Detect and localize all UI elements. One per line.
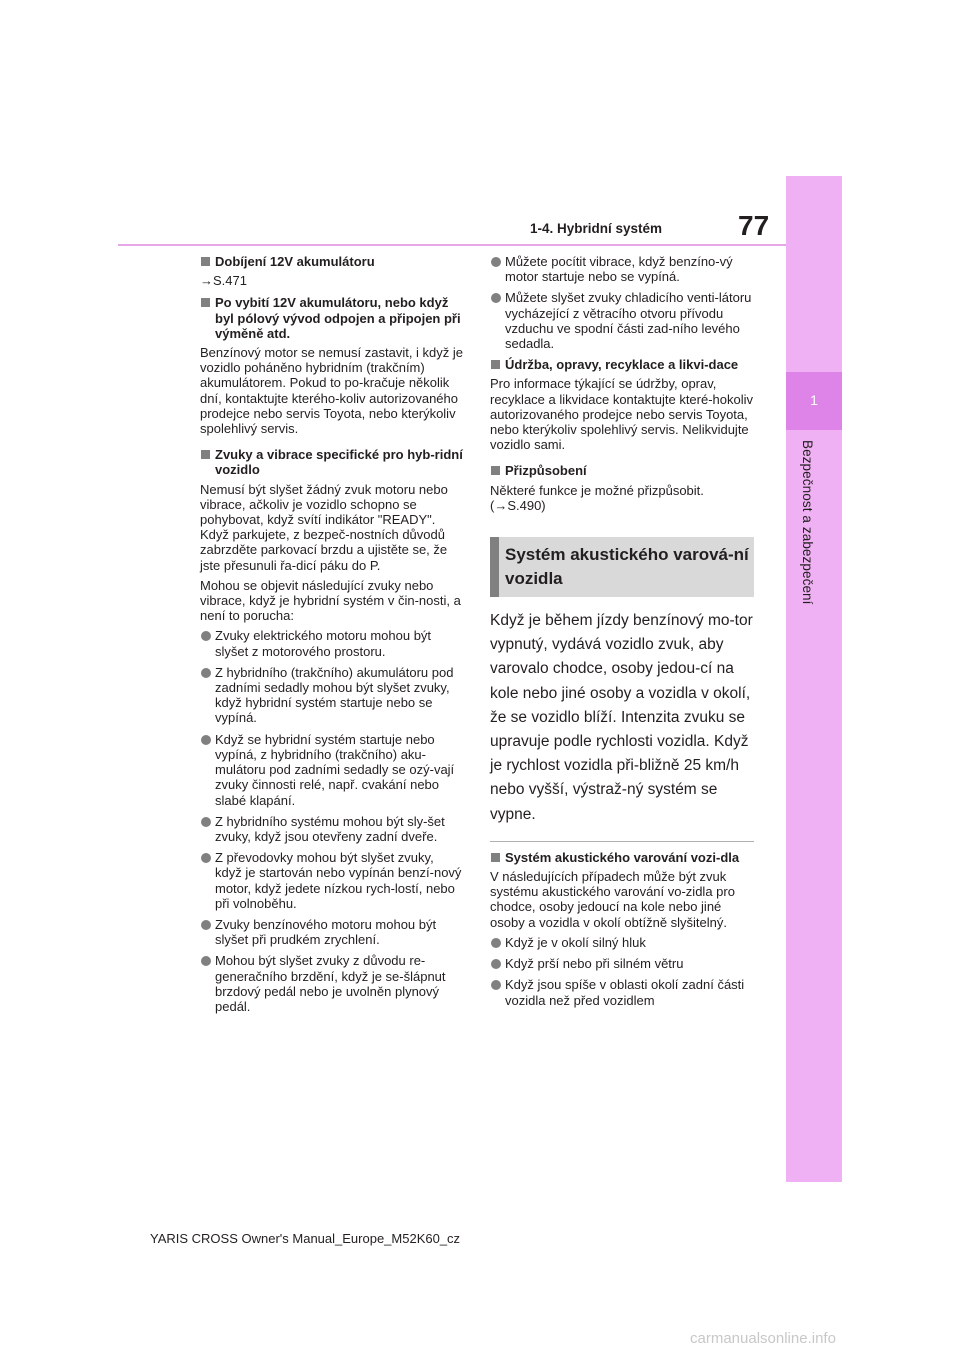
footer-text: YARIS CROSS Owner's Manual_Europe_M52K60_cz <box>150 1231 461 1246</box>
list-item: Když prší nebo při silném větru <box>490 956 754 971</box>
list-item: Zvuky elektrického motoru mohou být slyšet z motorového prostoru. <box>200 628 464 658</box>
round-bullet-icon <box>491 293 501 303</box>
watermark: carmanualsonline.info <box>690 1330 836 1347</box>
list-item: Zvuky benzínového motoru mohou být slyšet při prudkém zrychlení. <box>200 917 464 947</box>
divider <box>490 841 754 842</box>
heading-warning-system: Systém akustického varování vozi-dla <box>490 850 754 865</box>
intro-paragraph: Když je během jízdy benzínový mo-tor vypnutý, vydává vozidlo zvuk, aby varovalo chodce, osoby jedou-cí na kole nebo jiné osoby a vozidla v okolí, že se vozidlo blíží. Intenzita zvuku se upravuje podle rychlosti vozidla. Když je rychlost vozidla při-bližně 25 km/h nebo vyšší, výstraž-ný systém se vypne. <box>490 612 753 823</box>
round-bullet-icon <box>201 817 211 827</box>
paragraph: Mohou se objevit následující zvuky nebo vibrace, když je hybridní systém v čin-nosti, a není to porucha: <box>200 577 461 624</box>
page-number: 77 <box>738 210 770 241</box>
square-bullet-icon <box>201 298 210 307</box>
heading-maintenance: Údržba, opravy, recyklace a likvi-dace <box>490 357 754 372</box>
round-bullet-icon <box>491 980 501 990</box>
page-reference: →S.471 <box>200 273 247 289</box>
square-bullet-icon <box>201 257 210 266</box>
paragraph: V následujících případech může být zvuk systému akustického varování vo-zidla pro chodce, osoby jedoucí na kole nebo jiné osoby a vozidla v okolí obtížně slyšitelný. <box>490 869 735 930</box>
round-bullet-icon <box>201 631 211 641</box>
list-item: Z hybridního (trakčního) akumulátoru pod zadními sedadly mohou být slyšet zvuky, když hybridní systém startuje nebo se vypíná. <box>200 665 464 726</box>
heading-12v-charging: Dobíjení 12V akumulátoru <box>200 254 464 269</box>
chapter-side-label: Bezpečnost a zabezpečení <box>800 440 815 605</box>
square-bullet-icon <box>491 853 500 862</box>
heading-hybrid-sounds: Zvuky a vibrace specifické pro hyb-ridní vozidlo <box>200 447 464 477</box>
list-item: Když se hybridní systém startuje nebo vypíná, z hybridního (trakčního) aku-mulátoru pod zadními sedadly se ozý-vají zvuky činnosti relé, např. cvakání nebo slabé klapání. <box>200 732 464 808</box>
banner-accent-bar <box>490 537 499 597</box>
round-bullet-icon <box>201 853 211 863</box>
list-item: Z převodovky mohou být slyšet zvuky, když je startován nebo vypínán benzí-nový motor, když jedete nízkou rych-lostí, nebo při volnoběhu. <box>200 850 464 911</box>
paragraph: Některé funkce je možné přizpůsobit. (→S.490) <box>490 482 704 513</box>
chapter-number: 1 <box>810 392 818 408</box>
round-bullet-icon <box>491 938 501 948</box>
section-banner <box>490 537 754 597</box>
list-item: Můžete slyšet zvuky chladicího venti-látoru vycházející z větracího otvoru přívodu vzduchu ve spodní části zad-ního levého sedadla. <box>490 290 754 351</box>
round-bullet-icon <box>201 920 211 930</box>
banner-title: Systém akustického varová-ní vozidla <box>505 545 749 589</box>
right-column <box>490 254 754 1014</box>
round-bullet-icon <box>491 959 501 969</box>
square-bullet-icon <box>491 466 500 475</box>
round-bullet-icon <box>201 956 211 966</box>
round-bullet-icon <box>491 257 501 267</box>
left-column <box>200 254 464 1020</box>
heading-customization: Přizpůsobení <box>490 463 754 478</box>
square-bullet-icon <box>491 360 500 369</box>
paragraph: Nemusí být slyšet žádný zvuk motoru nebo vibrace, ačkoliv je vozidlo schopno se pohybovat, když svítí indikátor "READY". Když parkujete, z bezpeč-nostních důvodů zabrzděte parkovací brzdu a ujistěte se, že jste přesunuli řa-dicí páku do P. <box>200 481 448 573</box>
list-item: Můžete pocítit vibrace, když benzíno-vý motor startuje nebo se vypíná. <box>490 254 754 284</box>
square-bullet-icon <box>201 450 210 459</box>
list-item: Mohou být slyšet zvuky z důvodu re-generačního brzdění, když je se-šlápnut brzdový pedál nebo je uvolněn plynový pedál. <box>200 953 464 1014</box>
paragraph: Pro informace týkající se údržby, oprav, recyklace a likvidace kontaktujte které-hokoliv autorizovaného prodejce nebo servis Toyota, nebo kterýkoliv spolehlivý servis. Nelikvidujte vozidlo sami. <box>490 376 754 453</box>
section-title: 1-4. Hybridní systém <box>530 221 663 236</box>
list-item: Když jsou spíše v oblasti okolí zadní části vozidla než před vozidlem <box>490 977 754 1007</box>
chapter-side-tab <box>786 176 842 1182</box>
round-bullet-icon <box>201 668 211 678</box>
list-item: Z hybridního systému mohou být sly-šet zvuky, když jsou otevřeny zadní dveře. <box>200 814 464 844</box>
heading-after-discharge: Po vybití 12V akumulátoru, nebo když byl pólový vývod odpojen a připojen při výměně atd. <box>200 295 464 341</box>
round-bullet-icon <box>201 735 211 745</box>
paragraph: Benzínový motor se nemusí zastavit, i když je vozidlo poháněno hybridním (trakčním) akumulátorem. Pokud to po-kračuje několik dní, kontaktujte kterého-koliv autorizovaného prodejce nebo servis Toyota, nebo kterýkoliv spolehlivý servis. <box>200 345 463 437</box>
header-rule <box>118 244 786 246</box>
list-item: Když je v okolí silný hluk <box>490 935 754 950</box>
